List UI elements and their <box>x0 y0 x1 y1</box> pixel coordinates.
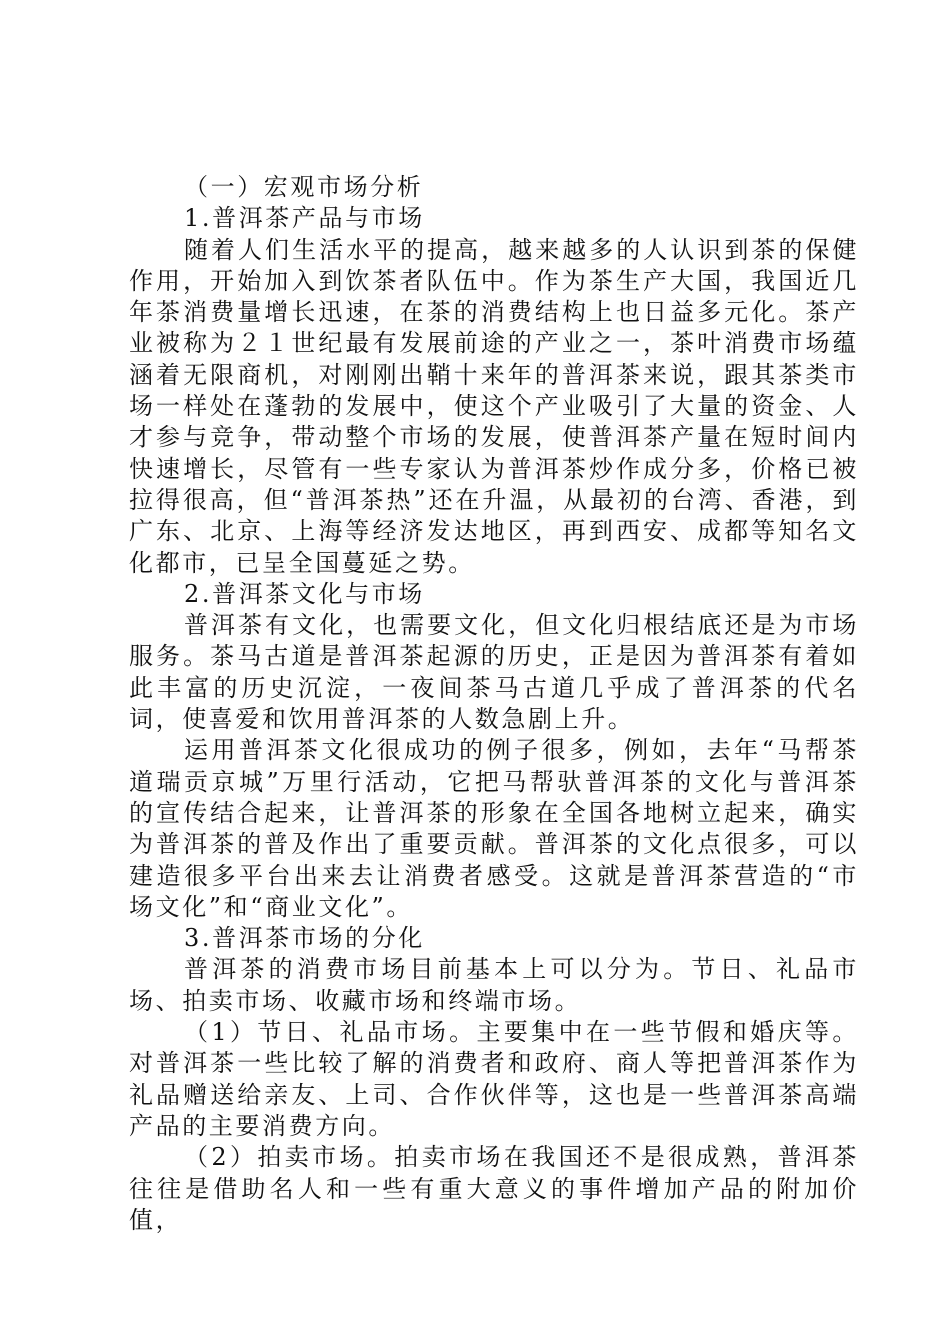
paragraph-gift-market: （1）节日、礼品市场。主要集中在一些节假和婚庆等。对普洱茶一些比较了解的消费者和政府、商人等把普洱茶作为礼品赠送给亲友、上司、合作伙伴等，这也是一些普洱茶高端产品的主要消费方向。 <box>129 1018 859 1140</box>
subheading-product-market: 1.普洱茶产品与市场 <box>184 204 425 233</box>
section-heading: （一）宏观市场分析 <box>184 173 424 201</box>
subheading-market-division: 3.普洱茶市场的分化 <box>184 924 425 953</box>
paragraph-market-division: 普洱茶的消费市场目前基本上可以分为。节日、礼品市场、拍卖市场、收藏市场和终端市场。 <box>129 955 859 1015</box>
paragraph-culture-market: 普洱茶有文化，也需要文化，但文化归根结底还是为市场服务。茶马古道是普洱茶起源的历史，正是因为普洱茶有着如此丰富的历史沉淀，一夜间茶马古道几乎成了普洱茶的代名词，使喜爱和饮用普洱茶的人数急剧上升。 <box>129 611 859 734</box>
paragraph-product-market: 随着人们生活水平的提高，越来越多的人认识到茶的保健作用，开始加入到饮茶者队伍中。作为茶生产大国，我国近几年茶消费量增长迅速，在茶的消费结构上也日益多元化。茶产业被称为２１世纪最有发展前途的产业之一，茶叶消费市场蕴涵着无限商机，对刚刚出鞘十来年的普洱茶来说，跟其茶类市场一样处在蓬勃的发展中，使这个产业吸引了大量的资金、人才参与竞争，带动整个市场的发展，使普洱茶产量在短时间内快速增长，尽管有一些专家认为普洱茶炒作成分多，价格已被拉得很高，但“普洱茶热”还在升温，从最初的台湾、香港，到广东、北京、上海等经济发达地区，再到西安、成都等知名文化都市，已呈全国蔓延之势。 <box>129 235 859 577</box>
paragraph-auction-market: （2）拍卖市场。拍卖市场在我国还不是很成熟，普洱茶往往是借助名人和一些有重大意义的事件增加产品的附加价值， <box>129 1143 859 1234</box>
paragraph-culture-example: 运用普洱茶文化很成功的例子很多，例如，去年“马帮茶道瑞贡京城”万里行活动，它把马帮驮普洱茶的文化与普洱茶的宣传结合起来，让普洱茶的形象在全国各地树立起来，确实为普洱茶的普及作出了重要贡献。普洱茶的文化点很多，可以建造很多平台出来去让消费者感受。这就是普洱茶营造的“市场文化”和“商业文化”。 <box>129 736 859 921</box>
subheading-culture-market: 2.普洱茶文化与市场 <box>184 579 425 608</box>
document-body <box>129 172 859 1236</box>
